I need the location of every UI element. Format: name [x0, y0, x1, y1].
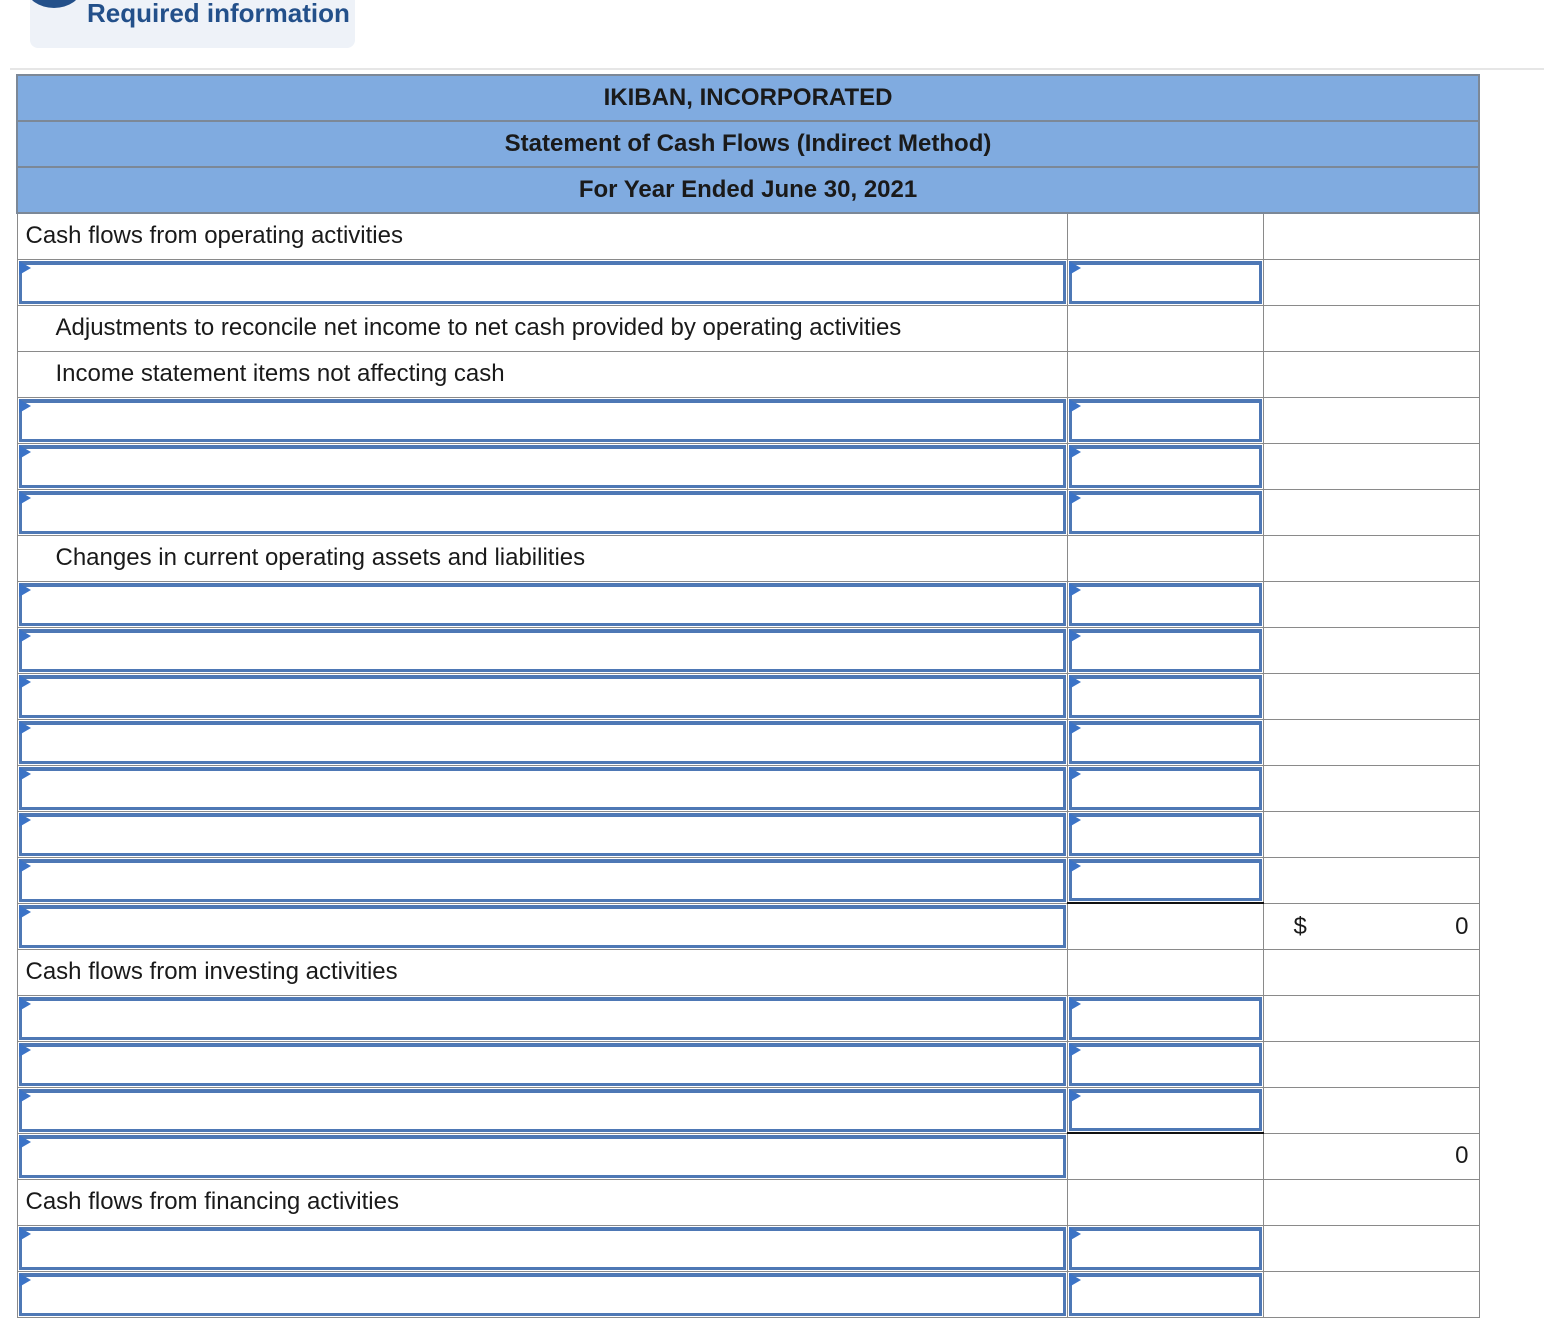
empty-cell: [1263, 1041, 1479, 1087]
operating-total-value: 0: [1455, 912, 1469, 940]
account-dropdown[interactable]: [17, 1041, 1067, 1087]
empty-cell: [1263, 995, 1479, 1041]
account-dropdown[interactable]: [17, 627, 1067, 673]
account-dropdown[interactable]: [17, 1225, 1067, 1271]
dropdown-marker-icon: [1069, 721, 1081, 735]
empty-cell: [1067, 949, 1263, 995]
table-row: [17, 673, 1479, 719]
table-row: [17, 857, 1479, 903]
statement-title: Statement of Cash Flows (Indirect Method): [17, 121, 1479, 167]
amount-input[interactable]: [1067, 397, 1263, 443]
dropdown-marker-icon: [1069, 629, 1081, 643]
dropdown-marker-icon: [19, 261, 31, 275]
divider: [10, 68, 1544, 70]
dropdown-marker-icon: [1069, 399, 1081, 413]
dropdown-marker-icon: [1069, 491, 1081, 505]
company-name: IKIBAN, INCORPORATED: [17, 75, 1479, 121]
amount-input[interactable]: [1067, 995, 1263, 1041]
account-dropdown[interactable]: [17, 719, 1067, 765]
account-dropdown[interactable]: [17, 857, 1067, 903]
table-row: [17, 397, 1479, 443]
empty-cell: [1263, 1225, 1479, 1271]
empty-cell: [1067, 305, 1263, 351]
table-row: [17, 995, 1479, 1041]
currency-symbol: $: [1293, 912, 1307, 940]
amount-input[interactable]: [1067, 1087, 1263, 1133]
empty-cell: [1263, 673, 1479, 719]
investing-total-dropdown[interactable]: [17, 1133, 1067, 1179]
empty-cell: [1067, 351, 1263, 397]
table-row: [17, 765, 1479, 811]
account-dropdown[interactable]: [17, 259, 1067, 305]
table-row: [17, 1271, 1479, 1317]
empty-cell: [1263, 213, 1479, 259]
dropdown-marker-icon: [19, 629, 31, 643]
empty-cell: [1263, 489, 1479, 535]
table-row: [17, 213, 1479, 259]
empty-cell: [1263, 949, 1479, 995]
table-row: [17, 811, 1479, 857]
dropdown-marker-icon: [19, 399, 31, 413]
amount-input[interactable]: [1067, 719, 1263, 765]
table-row: [17, 535, 1479, 581]
noncash-items-label: Income statement items not affecting cash: [17, 351, 1067, 397]
account-dropdown[interactable]: [17, 581, 1067, 627]
dropdown-marker-icon: [1069, 859, 1081, 873]
dropdown-marker-icon: [19, 1089, 31, 1103]
dropdown-marker-icon: [19, 997, 31, 1011]
table-row: [17, 627, 1479, 673]
amount-input[interactable]: [1067, 489, 1263, 535]
account-dropdown[interactable]: [17, 673, 1067, 719]
account-dropdown[interactable]: [17, 811, 1067, 857]
dropdown-marker-icon: [19, 491, 31, 505]
empty-cell: [1263, 765, 1479, 811]
required-information-tab[interactable]: [30, 0, 355, 48]
dropdown-marker-icon: [19, 445, 31, 459]
dropdown-marker-icon: [1069, 813, 1081, 827]
amount-input[interactable]: [1067, 811, 1263, 857]
account-dropdown[interactable]: [17, 765, 1067, 811]
dropdown-marker-icon: [1069, 445, 1081, 459]
table-row: [17, 949, 1479, 995]
dropdown-marker-icon: [19, 721, 31, 735]
dropdown-marker-icon: [19, 1043, 31, 1057]
table-row: [17, 443, 1479, 489]
operating-heading: Cash flows from operating activities: [17, 213, 1067, 259]
dropdown-marker-icon: [19, 583, 31, 597]
empty-cell: [1263, 535, 1479, 581]
changes-label: Changes in current operating assets and liabilities: [17, 535, 1067, 581]
amount-input[interactable]: [1067, 765, 1263, 811]
dropdown-marker-icon: [1069, 997, 1081, 1011]
amount-input[interactable]: [1067, 627, 1263, 673]
empty-cell: [1263, 259, 1479, 305]
empty-cell: [1263, 627, 1479, 673]
adjustments-label: Adjustments to reconcile net income to net cash provided by operating activities: [17, 305, 1067, 351]
amount-input[interactable]: [1067, 673, 1263, 719]
table-row: [17, 1179, 1479, 1225]
table-row: [17, 1087, 1479, 1133]
dropdown-marker-icon: [1069, 583, 1081, 597]
empty-cell: [1067, 535, 1263, 581]
dropdown-marker-icon: [19, 859, 31, 873]
amount-input[interactable]: [1067, 259, 1263, 305]
table-row: [17, 1133, 1479, 1179]
empty-cell: [1263, 857, 1479, 903]
table-row: [17, 305, 1479, 351]
empty-cell: [1263, 1087, 1479, 1133]
dropdown-marker-icon: [19, 1227, 31, 1241]
account-dropdown[interactable]: [17, 443, 1067, 489]
required-information-label: Required information: [87, 0, 350, 28]
table-row: [17, 351, 1479, 397]
table-row: [17, 1225, 1479, 1271]
amount-input[interactable]: [1067, 857, 1263, 903]
dropdown-marker-icon: [1069, 1089, 1081, 1103]
empty-cell: [1263, 719, 1479, 765]
account-dropdown[interactable]: [17, 995, 1067, 1041]
dropdown-marker-icon: [1069, 767, 1081, 781]
amount-input[interactable]: [1067, 1271, 1263, 1317]
amount-input[interactable]: [1067, 1225, 1263, 1271]
dropdown-marker-icon: [19, 813, 31, 827]
table-row: [17, 1041, 1479, 1087]
empty-cell: [1067, 1179, 1263, 1225]
amount-input[interactable]: [1067, 443, 1263, 489]
empty-cell: [1263, 443, 1479, 489]
account-dropdown[interactable]: [17, 397, 1067, 443]
empty-cell: [1067, 1133, 1263, 1179]
table-row: [17, 903, 1479, 949]
table-row: [17, 581, 1479, 627]
empty-cell: [1263, 397, 1479, 443]
dropdown-marker-icon: [1069, 1227, 1081, 1241]
info-icon: [27, 0, 81, 8]
table-row: [17, 489, 1479, 535]
dropdown-marker-icon: [19, 1273, 31, 1287]
table-row: [17, 719, 1479, 765]
empty-cell: [1263, 581, 1479, 627]
cash-flow-statement-table: [16, 74, 1480, 1318]
amount-input[interactable]: [1067, 581, 1263, 627]
empty-cell: [1263, 811, 1479, 857]
table-row: [17, 259, 1479, 305]
dropdown-marker-icon: [1069, 675, 1081, 689]
dropdown-marker-icon: [1069, 1043, 1081, 1057]
empty-cell: [1263, 305, 1479, 351]
investing-total-value: 0: [1263, 1133, 1479, 1179]
investing-heading: Cash flows from investing activities: [17, 949, 1067, 995]
empty-cell: [1263, 1271, 1479, 1317]
account-dropdown[interactable]: [17, 489, 1067, 535]
financing-heading: Cash flows from financing activities: [17, 1179, 1067, 1225]
account-dropdown[interactable]: [17, 1271, 1067, 1317]
empty-cell: [1067, 903, 1263, 949]
operating-total-dropdown[interactable]: [17, 903, 1067, 949]
dropdown-marker-icon: [19, 675, 31, 689]
operating-total-cell: [1263, 903, 1479, 949]
statement-period: For Year Ended June 30, 2021: [17, 167, 1479, 213]
dropdown-marker-icon: [19, 1135, 31, 1149]
empty-cell: [1263, 351, 1479, 397]
empty-cell: [1263, 1179, 1479, 1225]
dropdown-marker-icon: [1069, 261, 1081, 275]
account-dropdown[interactable]: [17, 1087, 1067, 1133]
dropdown-marker-icon: [19, 767, 31, 781]
dropdown-marker-icon: [19, 905, 31, 919]
empty-cell: [1067, 213, 1263, 259]
dropdown-marker-icon: [1069, 1273, 1081, 1287]
amount-input[interactable]: [1067, 1041, 1263, 1087]
